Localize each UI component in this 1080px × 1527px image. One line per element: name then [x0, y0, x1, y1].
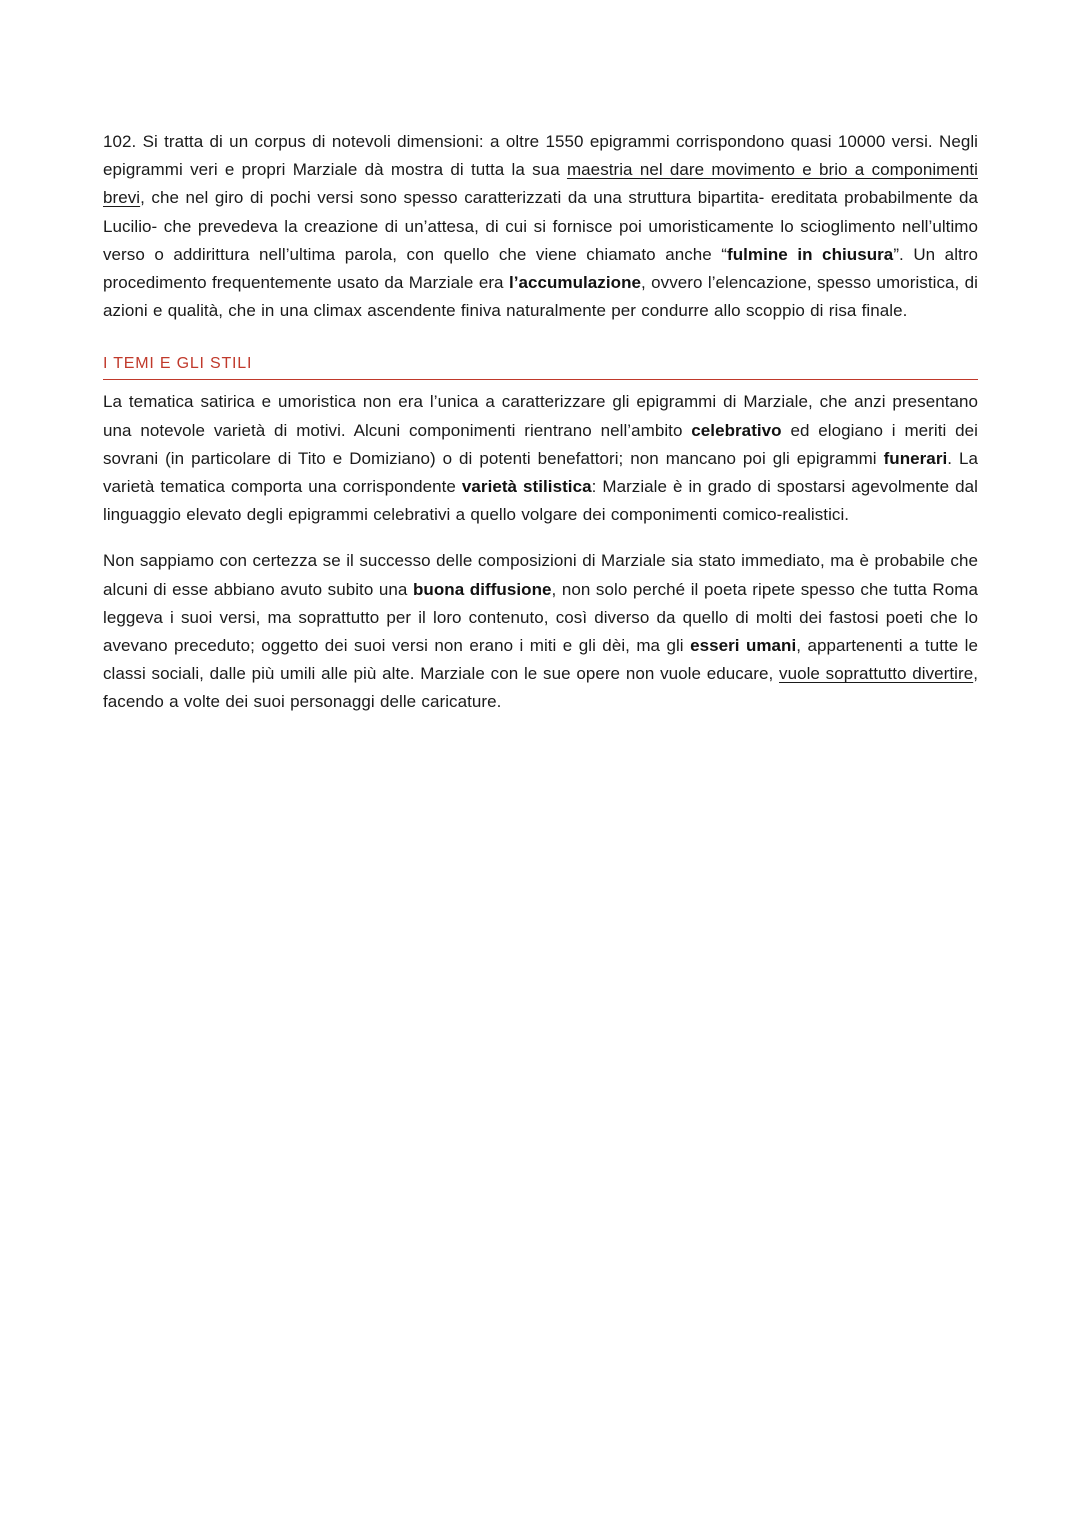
text-span: , che nel giro di pochi versi sono spesso caratterizzati da una struttura bipartita- ereditata probabilmente da Lucilio- che prevedeva la creazione di un’attesa, di cui si fornisce poi umoristicamente lo scioglimento nell’ultimo verso o addirittura nell’ultima parola, con quello che viene chiamato anche “: [103, 188, 978, 264]
section-body: [103, 388, 978, 716]
bold-term: funerari: [883, 448, 948, 468]
bold-term: celebrativo: [691, 420, 782, 440]
text-span: : Marziale è in grado di spostarsi agevolmente dal linguaggio elevato degli epigrammi celebrativi a quello volgare dei componimenti comico-realistici.: [103, 477, 978, 525]
text-span: , non solo perché il poeta ripete spesso che tutta Roma leggeva i suoi versi, ma soprattutto per il loro contenuto, così diverso da quello di molti dei fastosi poeti che lo avevano preceduto; oggetto dei suoi versi non erano i miti e gli dèi, ma gli: [103, 579, 978, 656]
text-span: , ovvero l’elencazione, spesso umoristica, di azioni e qualità, che in una climax ascendente finiva naturalmente per condurre allo scoppio di risa finale.: [103, 273, 978, 321]
paragraph-corpus: [103, 128, 978, 325]
bold-term: buona diffusione: [412, 579, 552, 599]
bold-term: l’accumulazione: [508, 273, 642, 293]
underlined-phrase: vuole soprattutto divertire: [779, 664, 974, 684]
text-span: . La varietà tematica comporta una corrispondente: [103, 448, 978, 497]
text-span: , appartenenti a tutte le classi sociali, dalle più umili alle più alte. Marziale con le sue opere non vuole educare,: [103, 636, 979, 684]
bold-term: esseri umani: [690, 636, 797, 656]
underlined-phrase: maestria nel dare movimento e brio a componimenti brevi: [103, 160, 978, 208]
paragraph-success: [103, 547, 978, 716]
bold-term: fulmine in chiusura: [727, 244, 894, 264]
text-span: La tematica satirica e umoristica non era l’unica a caratterizzare gli epigrammi di Marziale, che anzi presentano una notevole varietà di motivi. Alcuni componimenti rientrano nell’ambito: [103, 392, 978, 440]
section-heading: I TEMI E GLI STILI: [103, 353, 978, 380]
document-page: [103, 128, 978, 717]
text-span: ”. Un altro procedimento frequentemente usato da Marziale era: [103, 244, 979, 293]
text-span: 102. Si tratta di un corpus di notevoli dimensioni: a oltre 1550 epigrammi corrispondono quasi 10000 versi. Negli epigrammi veri e propri Marziale dà mostra di tutta la sua: [103, 132, 978, 180]
text-span: , facendo a volte dei suoi personaggi delle caricature.: [103, 664, 978, 712]
bold-term: varietà stilistica: [461, 477, 592, 497]
text-span: ed elogiano i meriti dei sovrani (in particolare di Tito e Domiziano) o di potenti benefattori; non mancano poi gli epigrammi: [103, 420, 978, 468]
text-span: Non sappiamo con certezza se il successo delle composizioni di Marziale sia stato immediato, ma è probabile che alcuni di esse abbiano avuto subito una: [103, 551, 978, 599]
paragraph-gap: [103, 529, 978, 547]
paragraph-themes: [103, 388, 978, 529]
